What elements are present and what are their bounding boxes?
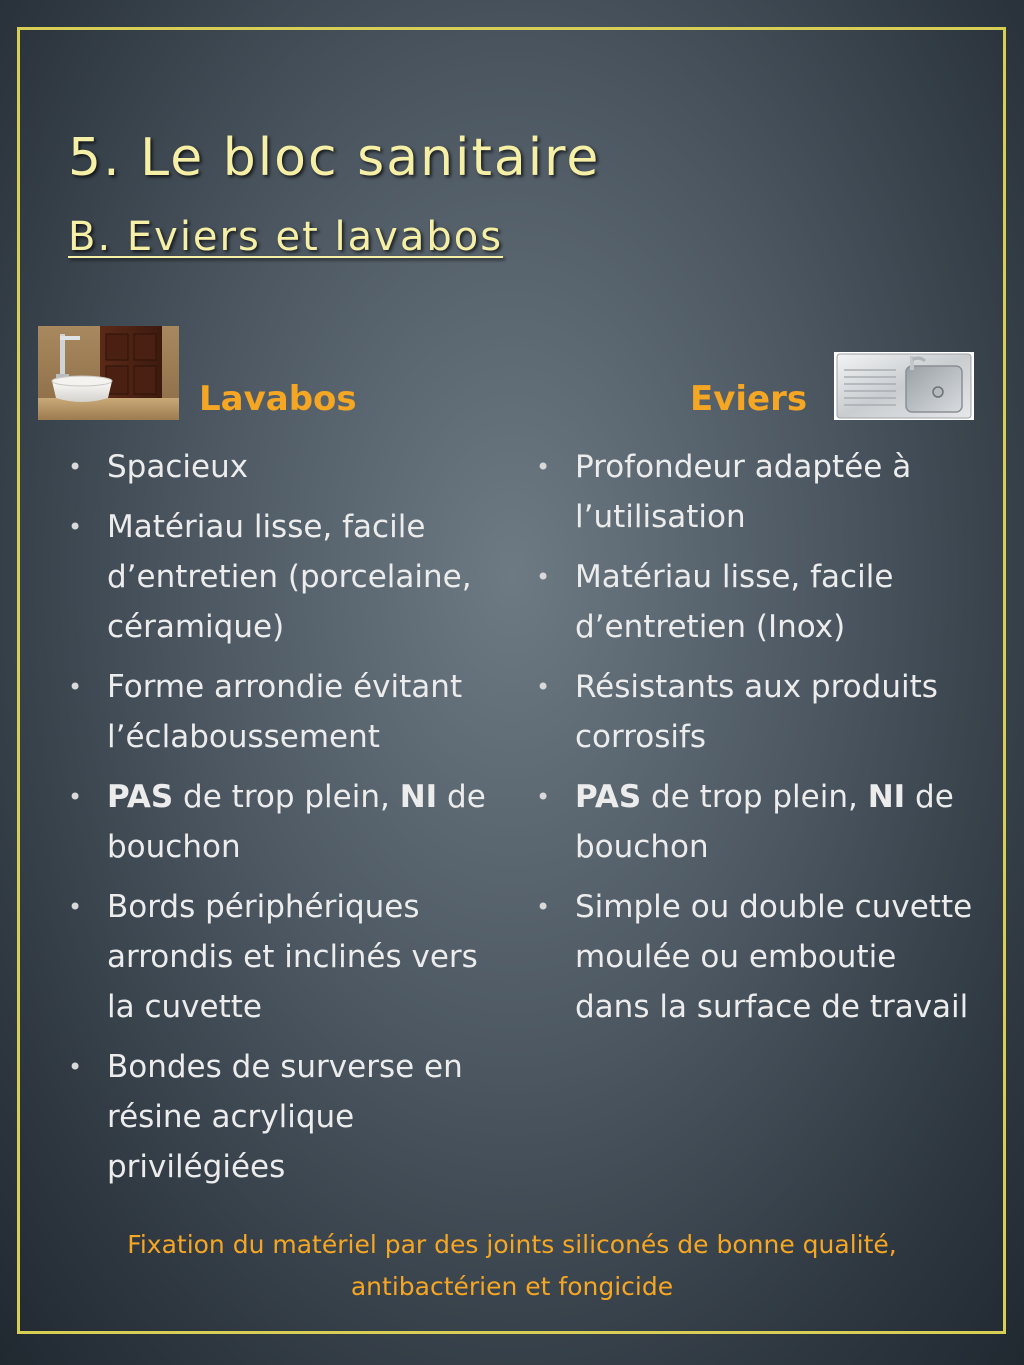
emphasis-text: NI bbox=[867, 779, 906, 815]
eviers-list-item bbox=[536, 772, 976, 872]
lavabos-list-item bbox=[68, 502, 508, 652]
bullet-icon: • bbox=[68, 673, 83, 701]
bullet-icon: • bbox=[68, 783, 83, 811]
emphasis-text: PAS bbox=[575, 779, 642, 815]
lavabos-list bbox=[68, 442, 508, 1202]
bullet-icon: • bbox=[68, 453, 83, 481]
lavabos-list-item bbox=[68, 662, 508, 762]
item-text: Profondeur adaptée à l’utilisation bbox=[575, 449, 912, 535]
bullet-icon: • bbox=[536, 783, 551, 811]
eviers-list-item bbox=[536, 882, 976, 1032]
bullet-icon: • bbox=[68, 513, 83, 541]
kitchen-sink-photo bbox=[834, 352, 974, 420]
bullet-icon: • bbox=[536, 673, 551, 701]
bullet-icon: • bbox=[68, 893, 83, 921]
eviers-heading: Eviers bbox=[690, 379, 808, 419]
item-text: Simple ou double cuvette moulée ou emboutie dans la surface de travail bbox=[575, 889, 973, 1025]
footer-note bbox=[50, 1224, 974, 1308]
eviers-list-item bbox=[536, 552, 976, 652]
lavabos-list-item bbox=[68, 772, 508, 872]
bullet-icon: • bbox=[536, 453, 551, 481]
item-text: Forme arrondie évitant l’éclaboussement bbox=[107, 669, 463, 755]
item-text: Matériau lisse, facile d’entretien (porcelaine, céramique) bbox=[107, 509, 472, 645]
item-text: de bouchon bbox=[107, 779, 486, 865]
slide-title: 5. Le bloc sanitaire bbox=[68, 128, 601, 188]
footer-line-1: Fixation du matériel par des joints siliconés de bonne qualité, bbox=[127, 1230, 897, 1259]
eviers-list bbox=[536, 442, 976, 1042]
item-text: de trop plein, bbox=[173, 779, 400, 815]
bullet-icon: • bbox=[536, 563, 551, 591]
item-text: de trop plein, bbox=[641, 779, 868, 815]
lavabos-list-item bbox=[68, 442, 508, 492]
item-text: Résistants aux produits corrosifs bbox=[575, 669, 938, 755]
item-text: Bords périphériques arrondis et inclinés vers la cuvette bbox=[107, 889, 478, 1025]
lavabos-list-item bbox=[68, 882, 508, 1032]
emphasis-text: NI bbox=[399, 779, 438, 815]
eviers-list-item bbox=[536, 442, 976, 542]
bullet-icon: • bbox=[536, 893, 551, 921]
item-text: de bouchon bbox=[575, 779, 954, 865]
lavabos-heading: Lavabos bbox=[199, 379, 357, 419]
eviers-list-item bbox=[536, 662, 976, 762]
item-text: Spacieux bbox=[107, 449, 249, 485]
slide-subtitle: B. Eviers et lavabos bbox=[68, 214, 504, 260]
bullet-icon: • bbox=[68, 1053, 83, 1081]
lavabos-list-item bbox=[68, 1042, 508, 1192]
item-text: Matériau lisse, facile d’entretien (Inox) bbox=[575, 559, 894, 645]
item-text: Bondes de surverse en résine acrylique privilégiées bbox=[107, 1049, 463, 1185]
washbasin-photo bbox=[38, 326, 179, 420]
footer-line-2: antibactérien et fongicide bbox=[350, 1272, 674, 1301]
emphasis-text: PAS bbox=[107, 779, 174, 815]
